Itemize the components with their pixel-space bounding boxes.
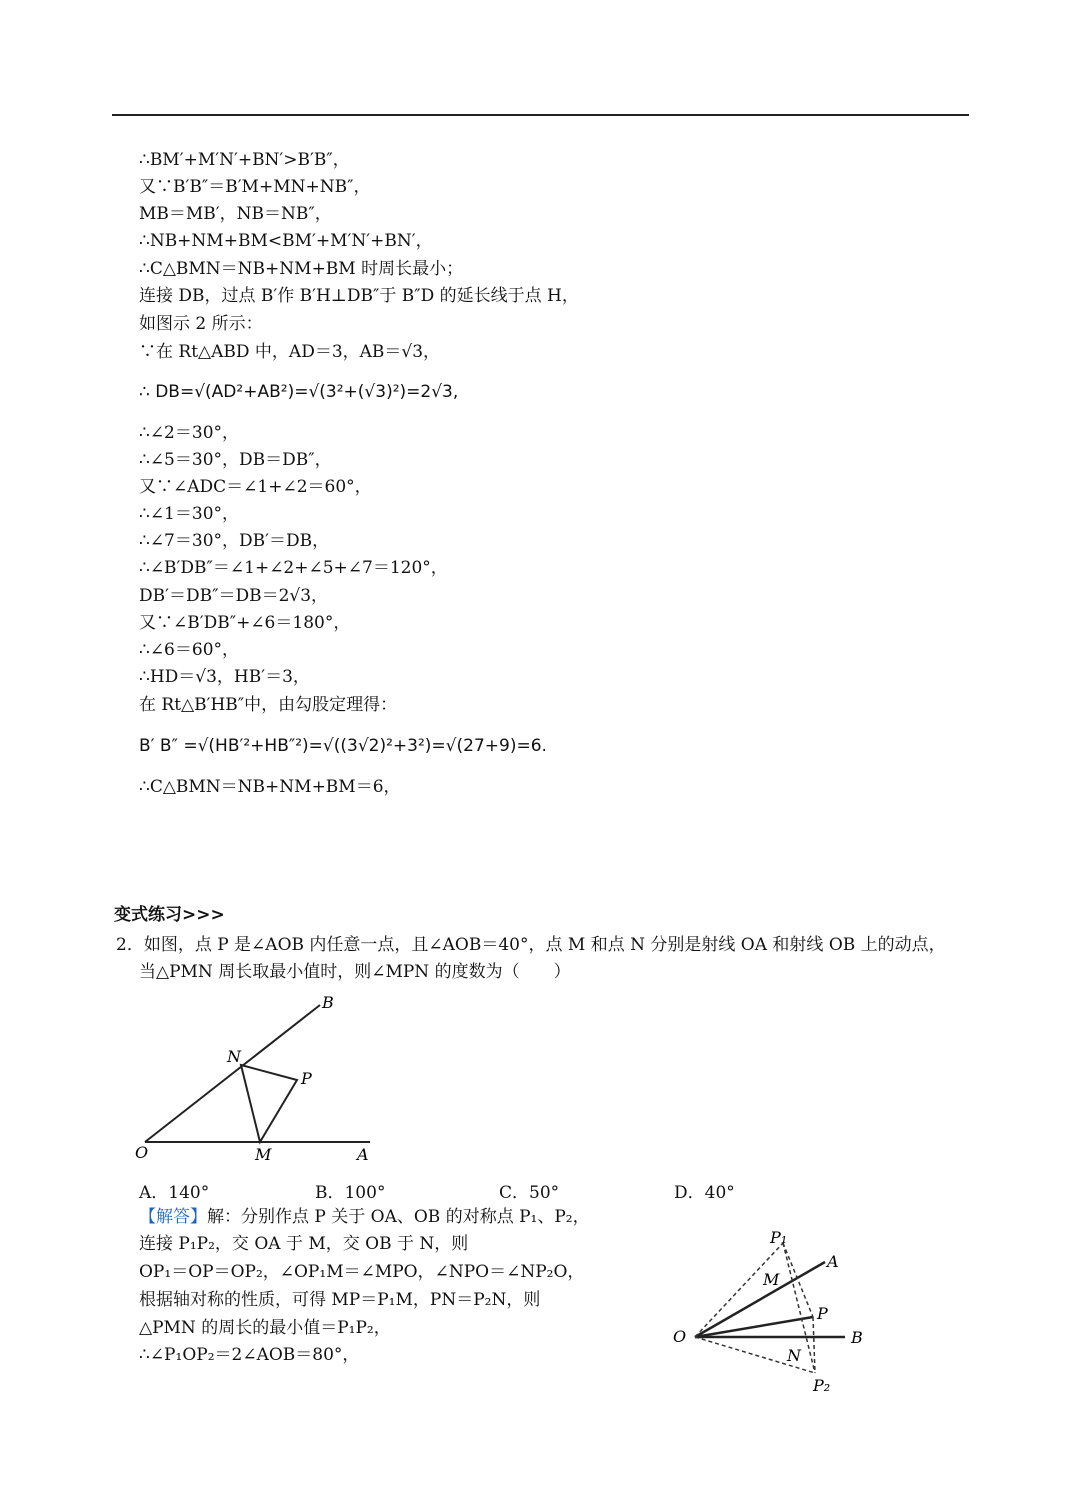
solution-line: 在 Rt△B′HB″中，由勾股定理得： (139, 695, 398, 715)
answer-tag: 【解答】 (139, 1207, 207, 1227)
question-line: 当△PMN 周长取最小值时，则∠MPN 的度数为（ ） (139, 962, 571, 982)
choice-c: C．50° (499, 1183, 560, 1203)
label-O: O (673, 1327, 687, 1346)
formula-line: ∴ DB=√(AD²+AB²)=√(3²+(√3)²)=2√3, (139, 382, 459, 402)
answer-line: 根据轴对称的性质，可得 MP＝P₁M，PN＝P₂N，则 (139, 1290, 541, 1310)
answer-line: OP₁＝OP＝OP₂，∠OP₁M＝∠MPO，∠NPO＝∠NP₂O， (139, 1262, 585, 1282)
answer-line: 连接 P₁P₂，交 OA 于 M，交 OB 于 N，则 (139, 1234, 469, 1254)
solution-line: ∴C△BMN＝NB+NM+BM 时周长最小； (139, 259, 464, 279)
solution-line: ∴NB+NM+BM<BM′+M′N′+BN′， (139, 231, 433, 251)
label-P: P (817, 1304, 828, 1323)
label-P: P (301, 1069, 312, 1088)
solution-line: 又∵∠ADC＝∠1+∠2＝60°， (139, 477, 372, 497)
choice-b: B．100° (315, 1183, 386, 1203)
question-line: 2．如图，点 P 是∠AOB 内任意一点，且∠AOB＝40°，点 M 和点 N 分别是射线 OA 和射线 OB 上的动点， (116, 935, 946, 955)
answer-line-1 (139, 1206, 590, 1228)
solution-line: 又∵B′B″＝B′M+MN+NB″， (139, 177, 371, 197)
section-heading: 变式练习>>> (114, 905, 225, 925)
answer-line: △PMN 的周长的最小值＝P₁P₂， (139, 1318, 391, 1338)
header-rule (112, 114, 969, 116)
solution-line: 如图示 2 所示： (139, 314, 263, 334)
solution-line: 连接 DB，过点 B′作 B′H⊥DB″于 B″D 的延长线于点 H， (139, 286, 579, 306)
solution-line: ∴∠7＝30°，DB′＝DB， (139, 531, 330, 551)
label-B: B (322, 993, 334, 1012)
solution-line: ∴C△BMN＝NB+NM+BM＝6， (139, 777, 401, 797)
answer-text: 解：分别作点 P 关于 OA、OB 的对称点 P₁、P₂， (207, 1207, 590, 1227)
label-N: N (227, 1047, 241, 1066)
solution-line: 又∵∠B′DB″+∠6＝180°， (139, 613, 351, 633)
label-B: B (851, 1328, 863, 1347)
solution-line: ∴BM′+M′N′+BN′>B′B″， (139, 150, 350, 170)
choice-a: A．140° (139, 1183, 210, 1203)
angle-aob-figure (125, 990, 385, 1170)
label-P2: P₂ (813, 1376, 831, 1395)
label-A: A (357, 1145, 369, 1164)
solution-line: ∴∠2＝30°， (139, 423, 240, 443)
reflection-figure (665, 1225, 885, 1405)
solution-line: ∵在 Rt△ABD 中，AD＝3，AB＝√3， (139, 342, 441, 362)
solution-line: ∴∠B′DB″＝∠1+∠2+∠5+∠7＝120°， (139, 558, 448, 578)
label-P1: P₁ (770, 1228, 788, 1247)
label-M: M (763, 1270, 780, 1289)
choice-d: D．40° (674, 1183, 735, 1203)
label-M: M (255, 1145, 272, 1164)
solution-line: ∴∠6＝60°， (139, 640, 240, 660)
label-O: O (135, 1143, 149, 1162)
label-N: N (787, 1346, 801, 1365)
solution-line: MB＝MB′，NB＝NB″， (139, 204, 332, 224)
answer-line: ∴∠P₁OP₂＝2∠AOB＝80°， (139, 1345, 360, 1365)
solution-line: DB′＝DB″＝DB＝2√3， (139, 586, 329, 606)
solution-line: ∴HD＝√3，HB′＝3， (139, 667, 310, 687)
solution-line: ∴∠1＝30°， (139, 504, 240, 524)
solution-line: ∴∠5＝30°，DB＝DB″， (139, 450, 332, 470)
label-A: A (827, 1252, 839, 1271)
formula-line: B′ B″ =√(HB′²+HB″²)=√((3√2)²+3²)=√(27+9)=6. (139, 736, 547, 756)
